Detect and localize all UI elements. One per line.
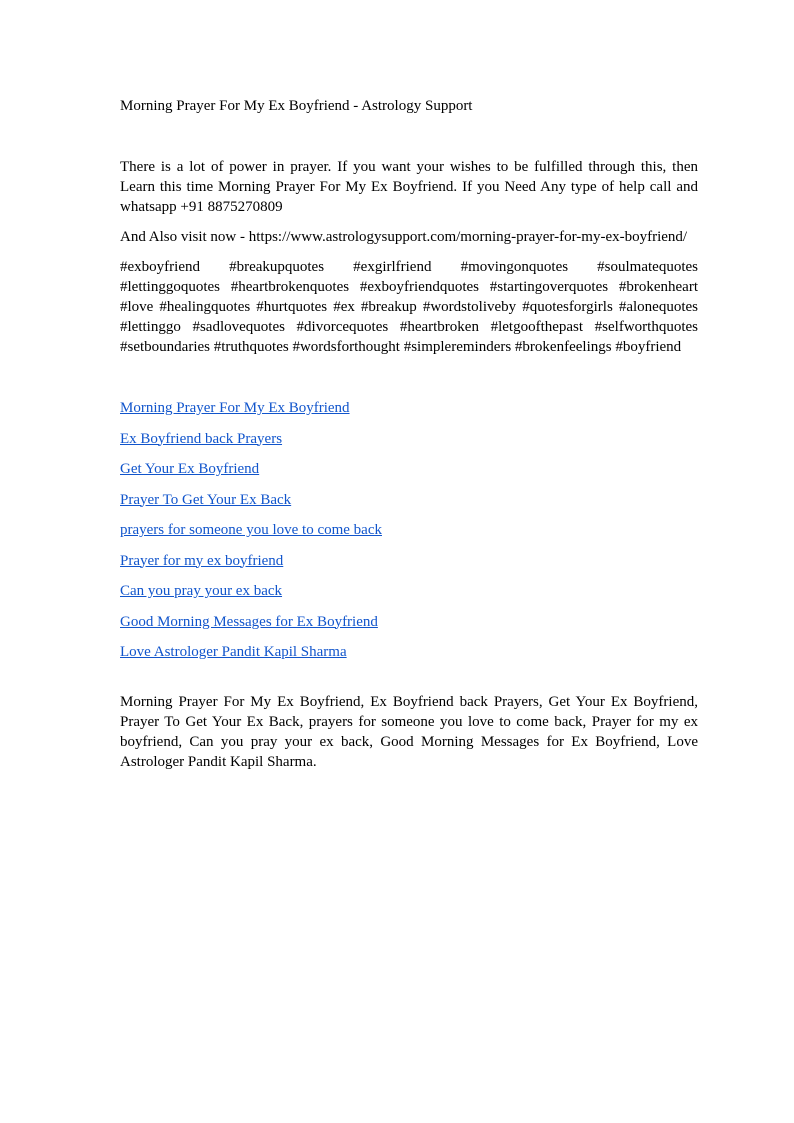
document-title: Morning Prayer For My Ex Boyfriend - Astrology Support	[120, 98, 473, 114]
document-page	[120, 96, 698, 772]
link-prayer-get-ex-back[interactable]: Prayer To Get Your Ex Back	[120, 491, 292, 508]
intro-paragraph: There is a lot of power in prayer. If you want your wishes to be fulfilled through this, then Learn this time Morning Prayer For My Ex Boyfriend. If you Need Any type of help call and whatsapp +91 8875270809	[120, 159, 698, 215]
list-item	[120, 520, 698, 540]
link-get-your-ex-boyfriend[interactable]: Get Your Ex Boyfriend	[120, 461, 260, 477]
list-item	[120, 398, 698, 418]
list-item	[120, 642, 698, 662]
list-item	[120, 459, 698, 479]
link-ex-boyfriend-back-prayers[interactable]: Ex Boyfriend back Prayers	[120, 430, 283, 447]
related-links-list	[120, 398, 698, 662]
link-prayers-someone-you-love[interactable]: prayers for someone you love to come back	[120, 522, 382, 538]
link-morning-prayer[interactable]: Morning Prayer For My Ex Boyfriend	[120, 400, 350, 416]
list-item	[120, 581, 698, 601]
link-love-astrologer[interactable]: Love Astrologer Pandit Kapil Sharma	[120, 644, 347, 660]
visit-paragraph: And Also visit now - https://www.astrologysupport.com/morning-prayer-for-my-ex-boyfriend/	[120, 229, 688, 245]
link-can-you-pray-ex-back[interactable]: Can you pray your ex back	[120, 583, 283, 599]
list-item	[120, 429, 698, 449]
list-item	[120, 551, 698, 571]
link-prayer-for-my-ex[interactable]: Prayer for my ex boyfriend	[120, 552, 284, 569]
link-good-morning-messages[interactable]: Good Morning Messages for Ex Boyfriend	[120, 613, 378, 630]
summary-paragraph: Morning Prayer For My Ex Boyfriend, Ex Boyfriend back Prayers, Get Your Ex Boyfriend, Prayer To Get Your Ex Back, prayers for someone you love to come back, Prayer for my ex boyfriend, Can you pray your ex back, Good Morning Messages for Ex Boyfriend, Love Astrologer Pandit Kapil Sharma.	[120, 694, 698, 770]
list-item	[120, 490, 698, 510]
hashtags-paragraph: #exboyfriend #breakupquotes #exgirlfriend #movingonquotes #soulmatequotes #lettinggoquotes #heartbrokenquotes #exboyfriendquotes #startingoverquotes #brokenheart #love #healingquotes #hurtquotes #ex #breakup #wordstoliveby #quotesforgirls #alonequotes #lettinggo #sadlovequotes #divorcequotes #heartbroken #letgoofthepast #selfworthquotes #setboundaries #truthquotes #wordsforthought #simplereminders #brokenfeelings #boyfriend	[120, 259, 698, 355]
list-item	[120, 612, 698, 632]
